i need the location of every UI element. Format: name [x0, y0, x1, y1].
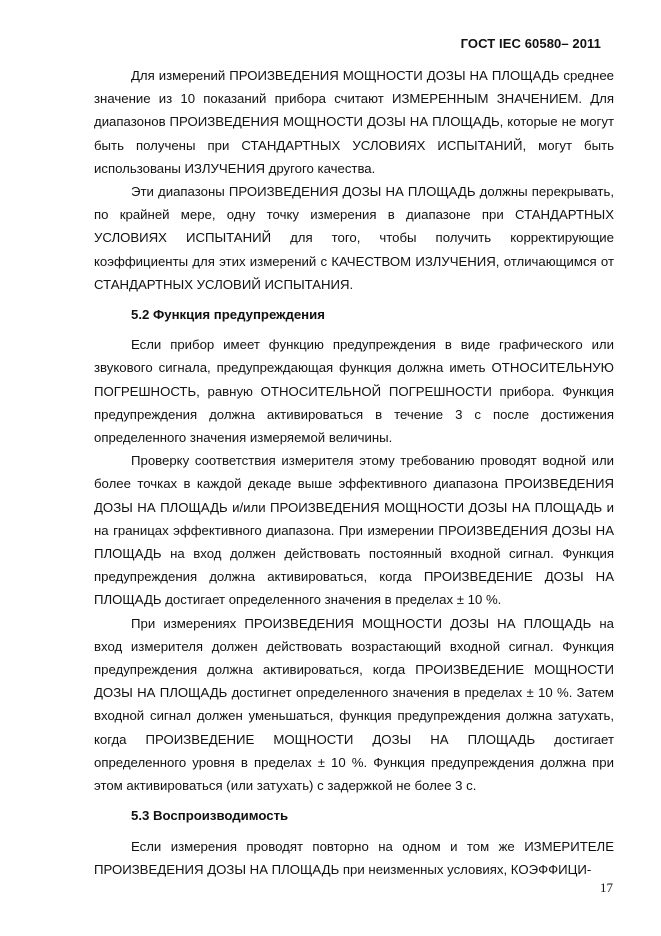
document-body	[94, 64, 614, 881]
paragraph-compliance-check: Проверку соответствия измерителя этому требованию проводят водной или более точках в каждой декаде выше эффективного диапазона ПРОИЗВЕДЕНИЯ ДОЗЫ НА ПЛОЩАДЬ и/или ПРОИЗВЕДЕНИЯ МОЩНОСТИ ДОЗЫ НА ПЛОЩАДЬ и на границах эффективного диапазона. При измерении ПРОИЗВЕДЕНИЯ ДОЗЫ НА ПЛОЩАДЬ на вход должен действовать постоянный входной сигнал. Функция предупреждения должна активироваться, когда ПРОИЗВЕДЕНИЕ ДОЗЫ НА ПЛОЩАДЬ достигает определенного значения в пределах ± 10 %.	[94, 453, 614, 608]
paragraph-rate-measurements: При измерениях ПРОИЗВЕДЕНИЯ МОЩНОСТИ ДОЗЫ НА ПЛОЩАДЬ на вход измерителя должен действовать возрастающий входной сигнал. Функция предупреждения должна активироваться, когда ПРОИЗВЕДЕНИЕ МОЩНОСТИ ДОЗЫ НА ПЛОЩАДЬ достигнет определенного значения в пределах ± 10 %. Затем входной сигнал должен уменьшаться, функция предупреждения должна затухать, когда ПРОИЗВЕДЕНИЕ МОЩНОСТИ ДОЗЫ НА ПЛОЩАДЬ достигает определенного уровня в пределах ± 10 %. Функция предупреждения должна при этом активироваться (или затухать) с задержкой не более 3 с.	[94, 615, 614, 794]
page-number: 17	[600, 880, 613, 895]
section-heading-5-2: 5.2 Функция предупреждения	[131, 307, 325, 323]
section-heading-5-3: 5.3 Воспроизводимость	[131, 808, 289, 824]
paragraph-measured-value: Для измерений ПРОИЗВЕДЕНИЯ МОЩНОСТИ ДОЗЫ НА ПЛОЩАДЬ среднее значение из 10 показаний прибора считают ИЗМЕРЕННЫМ ЗНАЧЕНИЕМ. Для диапазонов ПРОИЗВЕДЕНИЯ МОЩНОСТИ ДОЗЫ НА ПЛОЩАДЬ, которые не могут быть получены при СТАНДАРТНЫХ УСЛОВИЯХ ИСПЫТАНИЙ, могут быть использованы ИЗЛУЧЕНИЯ другого качества.	[94, 68, 614, 176]
document-standard-header: ГОСТ IEC 60580– 2011	[460, 36, 601, 51]
paragraph-ranges-overlap: Эти диапазоны ПРОИЗВЕДЕНИЯ ДОЗЫ НА ПЛОЩАДЬ должны перекрывать, по крайней мере, одну точку измерения в диапазоне при СТАНДАРТНЫХ УСЛОВИЯХ ИСПЫТАНИЙ для того, чтобы получить корректирующие коэффициенты для этих измерений с КАЧЕСТВОМ ИЗЛУЧЕНИЯ, отличающимся от СТАНДАРТНЫХ УСЛОВИЙ ИСПЫТАНИЯ.	[94, 184, 614, 292]
paragraph-reproducibility: Если измерения проводят повторно на одном и том же ИЗМЕРИТЕЛЕ ПРОИЗВЕДЕНИЯ ДОЗЫ НА ПЛОЩАДЬ при неизменных условиях, КОЭФФИЦИ-	[94, 838, 614, 877]
paragraph-warning-function: Если прибор имеет функцию предупреждения в виде графического или звукового сигнала, предупреждающая функция должна иметь ОТНОСИТЕЛЬНУЮ ПОГРЕШНОСТЬ, равную ОТНОСИТЕЛЬНОЙ ПОГРЕШНОСТИ прибора. Функция предупреждения должна активироваться в течение 3 с после достижения определенного значения измеряемой величины.	[94, 337, 614, 446]
